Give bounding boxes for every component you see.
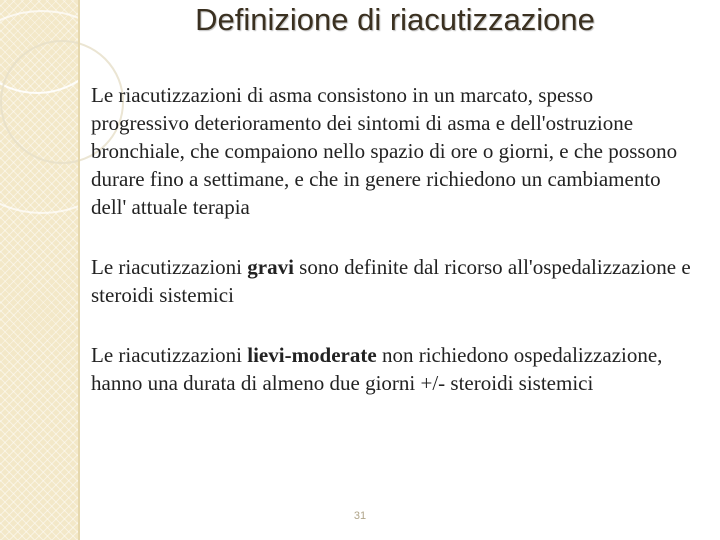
bullet-text-prefix: Le riacutizzazioni — [91, 343, 248, 367]
bullet-item — [71, 341, 691, 397]
bullet-text-bold: gravi — [247, 255, 294, 279]
page-number: 31 — [353, 510, 367, 522]
bullet-item — [71, 81, 691, 221]
slide-title: Definizione di riacutizzazione — [195, 2, 595, 37]
bullet-text-prefix: Le riacutizzazioni — [91, 255, 248, 279]
bullet-text-suffix: sono definite dal ricorso all'ospedalizzazione e steroidi sistemici — [91, 255, 691, 307]
bullet-text: Le riacutizzazioni di asma consistono in un marcato, spesso progressivo deterioramento dei sintomi di asma e dell'ostruzione bronchiale, che compaiono nello spazio di ore o giorni, e che possono durare fino a settimane, e che in genere richiedono un cambiamento dell' attuale terapia — [91, 83, 678, 219]
bullet-item — [71, 253, 691, 309]
bullet-text-suffix: non richiedono ospedalizzazione, hanno una durata di almeno due giorni +/- steroidi sistemici — [91, 343, 663, 395]
bullet-text-bold: lievi-moderate — [247, 343, 377, 367]
decorative-side-band — [0, 0, 78, 540]
bullet-list — [71, 81, 691, 397]
